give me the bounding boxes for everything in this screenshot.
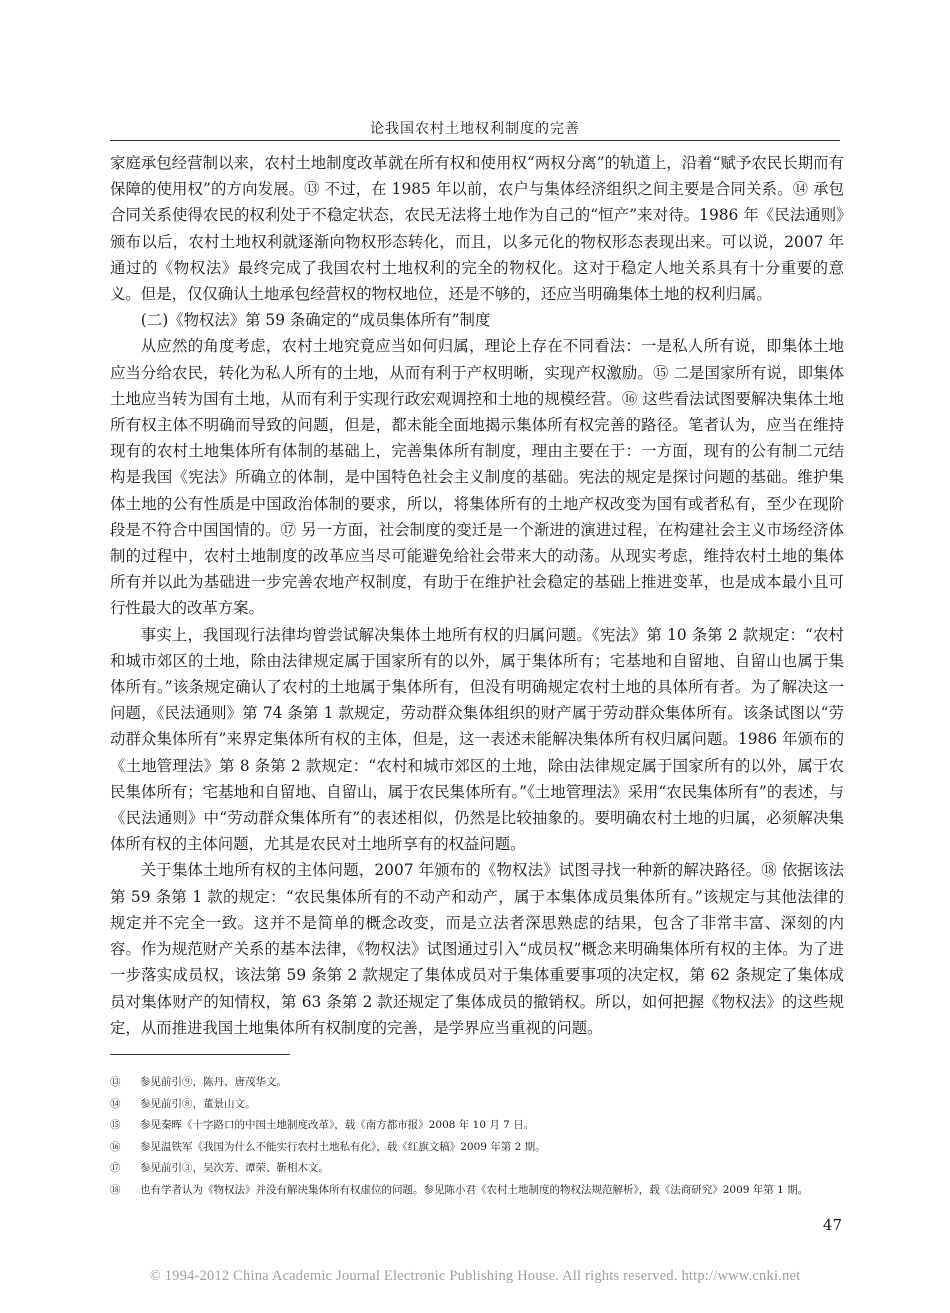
body-paragraph: 从应然的角度考虑，农村土地究竟应当如何归属，理论上存在不同看法：一是私人所有说，即集体土地应当分给农民，转化为私人所有的土地，从而有利于产权明晰，实现产权激励。⑮ 二是国家所有说，即集体土地应当转为国有土地，从而有利于实现行政宏观调控和土地的规模经营。⑯ 这些看法试图要解决集体土地所有权主体不明确而导致的问题，但是，都未能全面地揭示集体所有权完善的路径。笔者认为，应当在维持现有的农村土地集体所有体制的基础上，完善集体所有制度，理由主要在于：一方面，现有的公有制二元结构是我国《宪法》所确立的体制，是中国特色社会主义制度的基础。宪法的规定是探讨问题的基础。维护集体土地的公有性质是中国政治体制的要求，所以，将集体所有的土地产权改变为国有或者私有，至少在现阶段是不符合中国国情的。⑰ 另一方面，社会制度的变迁是一个渐进的演进过程，在构建社会主义市场经济体制的过程中，农村土地制度的改革应当尽可能避免给社会带来大的动荡。从现实考虑，维持农村土地的集体所有并以此为基础进一步完善农地产权制度，有助于在维护社会稳定的基础上推进变革，也是成本最小且可行性最大的改革方案。 bbox=[110, 337, 844, 618]
body-paragraph: 关于集体土地所有权的主体问题，2007 年颁布的《物权法》试图寻找一种新的解决路径。⑱ 依据该法第 59 条第 1 款的规定：“农民集体所有的不动产和动产，属于本集体成员集体所有。”该规定与其他法律的规定并不完全一致。这并不是简单的概念改变，而是立法者深思熟虑的结果，包含了非常丰富、深刻的内容。作为规范财产关系的基本法律，《物权法》试图通过引入“成员权”概念来明确集体所有权的主体。为了进一步落实成员权，该法第 59 条第 2 款规定了集体成员对于集体重要事项的决定权，第 62 条规定了集体成员对集体财产的知情权，第 63 条第 2 款还规定了集体成员的撤销权。所以，如何把握《物权法》的这些规定，从而推进我国土地集体所有权制度的完善，是学界应当重视的问题。 bbox=[110, 861, 844, 1037]
footnote-text: 参见前引⑧，董景山文。 bbox=[140, 1097, 256, 1110]
page-number: 47 bbox=[822, 1216, 842, 1234]
footnote bbox=[110, 1115, 844, 1137]
footnote bbox=[110, 1094, 844, 1116]
copyright-notice: © 1994-2012 China Academic Journal Electronic Publishing House. All rights reserved. http://www.cnki.net bbox=[149, 1268, 801, 1284]
footnote-text: 参见前引⑨，陈丹、唐茂华文。 bbox=[140, 1076, 287, 1088]
footnote bbox=[110, 1158, 844, 1180]
footnote bbox=[110, 1072, 844, 1094]
footnote-number: ⑰ bbox=[110, 1162, 121, 1174]
footnote-number: ⑮ bbox=[110, 1119, 121, 1131]
header-rule bbox=[110, 140, 840, 141]
footnote bbox=[110, 1137, 844, 1159]
footnote-text: 也有学者认为《物权法》并没有解决集体所有权虚位的问题。参见陈小君《农村土地制度的物权法规范解析》，载《法商研究》2009 年第 1 期。 bbox=[140, 1183, 809, 1196]
article-body bbox=[110, 150, 844, 1041]
footnote-text: 参见前引③，吴次芳、谭荣、靳相木文。 bbox=[140, 1162, 329, 1174]
footnote-rule bbox=[110, 1054, 290, 1055]
footnote-text: 参见秦晖《十字路口的中国土地制度改革》，载《南方都市报》2008 年 10 月 7 日。 bbox=[140, 1119, 535, 1131]
footnote-number: ⑬ bbox=[110, 1076, 121, 1088]
footnote-number: ⑱ bbox=[110, 1183, 121, 1196]
running-header: 论我国农村土地权利制度的完善 bbox=[370, 121, 580, 137]
footnote-text: 参见温铁军《我国为什么不能实行农村土地私有化》，载《红旗文稿》2009 年第 2 期。 bbox=[140, 1140, 546, 1153]
footnotes bbox=[110, 1072, 844, 1201]
section-heading: (二)《物权法》第 59 条确定的“成员集体所有”制度 bbox=[140, 311, 491, 330]
footnote bbox=[110, 1180, 844, 1202]
body-paragraph: 事实上，我国现行法律均曾尝试解决集体土地所有权的归属问题。《宪法》第 10 条第 2 款规定：“农村和城市郊区的土地，除由法律规定属于国家所有的以外，属于集体所有；宅基地和自留地、自留山也属于集体所有。”该条规定确认了农村的土地属于集体所有，但没有明确规定农村土地的具体所有者。为了解决这一问题，《民法通则》第 74 条第 1 款规定，劳动群众集体组织的财产属于劳动群众集体所有。该条试图以“劳动群众集体所有”来界定集体所有权的主体，但是，这一表述未能解决集体所有权归属问题。1986 年颁布的《土地管理法》第 8 条第 2 款规定：“农村和城市郊区的土地，除由法律规定属于国家所有的以外，属于农民集体所有；宅基地和自留地、自留山，属于农民集体所有。”《土地管理法》采用“农民集体所有”的表述，与《民法通则》中“劳动群众集体所有”的表述相似，仍然是比较抽象的。要明确农村土地的归属，必须解决集体所有权的主体问题，尤其是农民对土地所享有的权益问题。 bbox=[110, 625, 844, 854]
footnote-number: ⑭ bbox=[110, 1097, 121, 1110]
body-paragraph: 家庭承包经营制以来，农村土地制度改革就在所有权和使用权“两权分离”的轨道上，沿着“赋予农民长期而有保障的使用权”的方向发展。⑬ 不过，在 1985 年以前，农户与集体经济组织之间主要是合同关系。⑭ 承包合同关系使得农民的权利处于不稳定状态，农民无法将土地作为自己的“恒产”来对待。1986 年《民法通则》颁布以后，农村土地权利就逐渐向物权形态转化，而且，以多元化的物权形态表现出来。可以说，2007 年通过的《物权法》最终完成了我国农村土地权利的完全的物权化。这对于稳定人地关系具有十分重要的意义。但是，仅仅确认土地承包经营权的物权地位，还是不够的，还应当明确集体土地的权利归属。 bbox=[110, 154, 844, 304]
footnote-number: ⑯ bbox=[110, 1140, 121, 1153]
